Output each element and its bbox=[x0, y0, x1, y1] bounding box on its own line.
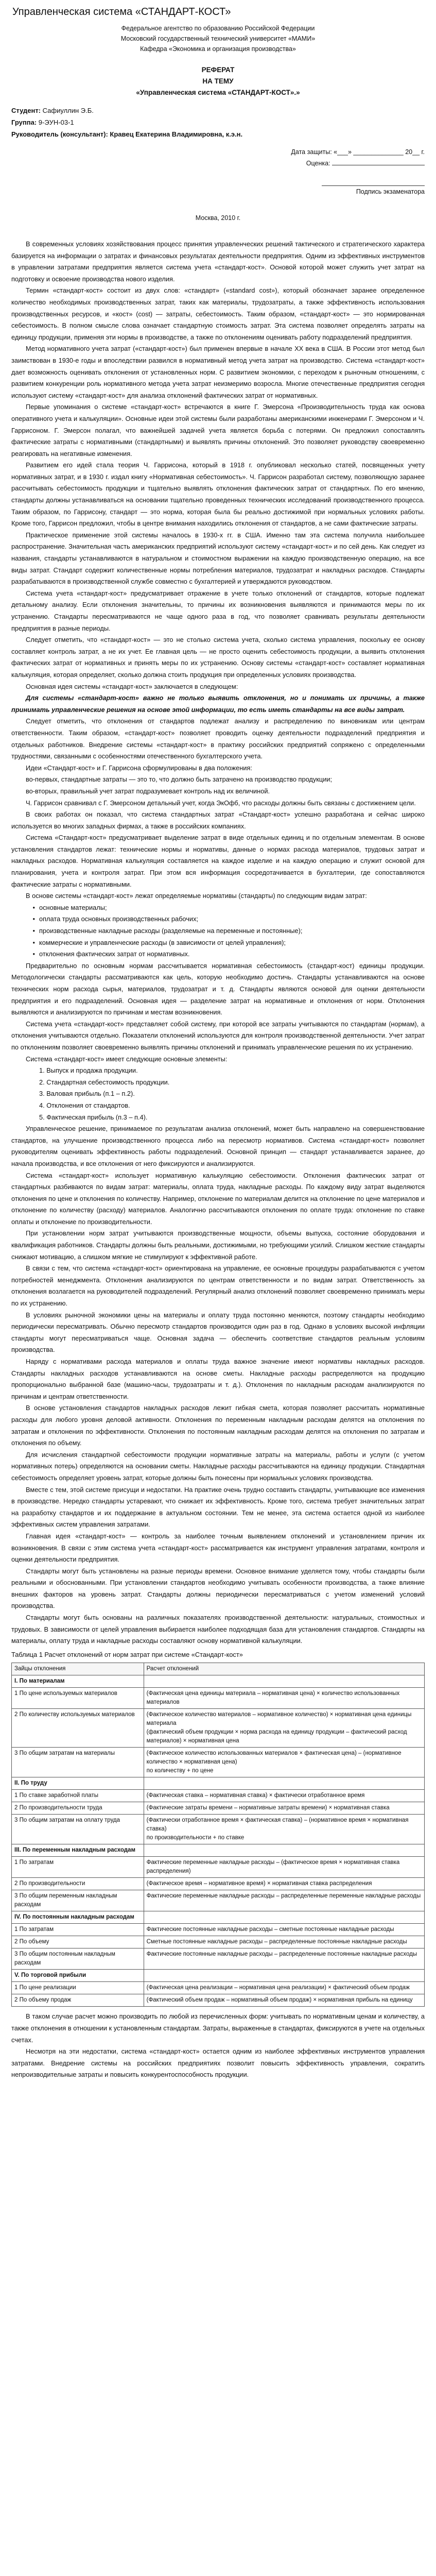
table-cell-label: 2 По количеству используемых материалов bbox=[12, 1709, 144, 1748]
variance-table bbox=[11, 1663, 425, 2007]
paragraph: Несмотря на эти недостатки, система «стандарт-кост» остается одним из наиболее эффективных инструментов управления затратами. Внедрение системы на российских предприятиях позволит повысить эффективность управления, сократить непроизводительные затраты и повысить конкурентоспособность продукции. bbox=[11, 2047, 425, 2079]
list-item-text: 5. Фактическая прибыль (п.3 – п.4). bbox=[39, 1113, 148, 1121]
bullet-icon: • bbox=[32, 938, 35, 946]
table-cell-formula bbox=[144, 1857, 424, 1878]
paragraph: Ч. Гаррисон сравнивал с Г. Эмерсоном детальный учет, когда ЭкОфб, что расходы должны быть связаны с достижением цели. bbox=[26, 799, 416, 807]
paragraph: В таком случае расчет можно производить по любой из перечисленных форм: учитывать по нормативным ценам и количеству, а также отклонения в отношении к установленным стандартам. Затраты, выраженные в стандартах, фиксируются в учете на отдельных счетах. bbox=[11, 2012, 425, 2044]
student-line bbox=[11, 105, 425, 116]
paragraph: Система учета «стандарт-кост» предусматривает отражение в учете только отклонений от стандартов, которые подлежат детальному анализу. Если отклонения значительны, то причины их возникновения выявляются и принимаются меры по их устранению. Стандарты пересматриваются не чаще одного раза в год, что позволяет сравнивать результаты деятельности предприятия в разные периоды. bbox=[11, 589, 425, 632]
list-item bbox=[11, 925, 425, 937]
list-item bbox=[11, 1077, 425, 1089]
table-section-title: I. По материалам bbox=[12, 1675, 144, 1688]
list-item bbox=[11, 1100, 425, 1112]
table-cell-label: 3 По общим затратам на материалы bbox=[12, 1748, 144, 1777]
group-label: Группа: bbox=[11, 118, 37, 126]
table-row bbox=[12, 1709, 425, 1748]
table-section-row bbox=[12, 1911, 425, 1924]
paragraph: Для исчисления стандартной себестоимости продукции нормативные затраты на материалы, работы и услуги (с учетом нормативных потерь) определяются на основании сметы. Накладные расходы рассчитываются на единицу продукции. Стандартная себестоимость определяет уровень затрат, которые должны быть понесены при нормальных условиях производства. bbox=[11, 1450, 425, 1482]
formula-line: (Фактическое время – нормативное время) × нормативная ставка распределения bbox=[146, 1880, 372, 1887]
table-cell-formula bbox=[144, 1948, 424, 1970]
paragraph: В основе установления стандартов накладных расходов лежит гибкая смета, которая позволяет рассчитать нормативные расходы для любого уровня деловой активности. Отклонения по переменным накладным расходам делятся на отклонения по затратам и отклонения по эффективности. Отклонения по постоянным накладным расходам делятся на отклонения по затратам и отклонения по объему. bbox=[11, 1404, 425, 1447]
paragraph: В современных условиях хозяйствования процесс принятия управленческих решений тактического и стратегического характера базируется на информации о затратах и финансовых результатах деятельности предприятия. Одним из эффективных инструментов в управлении затратами предприятия является система учета «стандарт-кост». Основой которой может служить учет затрат на подготовку и освоение производства нового изделия. bbox=[11, 240, 425, 283]
table-cell-formula bbox=[144, 1890, 424, 1911]
list-item-text: 4. Отклонения от стандартов. bbox=[39, 1101, 130, 1109]
paragraph: Стандарты могут быть установлены на разные периоды времени. Основное внимание уделяется тому, чтобы стандарты были реальными и обоснованными. При установлении стандартов необходимо учитывать особенности производства, а также влияние внешних факторов на уровень затрат. Стандарты должны периодически пересматриваться с учетом изменений условий производства. bbox=[11, 1567, 425, 1610]
table-cell-formula bbox=[144, 1936, 424, 1948]
bullet-icon: • bbox=[32, 927, 35, 935]
table-row bbox=[12, 1815, 425, 1844]
body-section-5 bbox=[11, 1123, 425, 1647]
table-section-row bbox=[12, 1970, 425, 1982]
student-label: Студент: bbox=[11, 107, 41, 114]
formula-line: (Фактический объем продаж – нормативный объем продаж) × нормативная прибыль на единицу bbox=[146, 1997, 413, 2004]
list-item-text: 1. Выпуск и продажа продукции. bbox=[39, 1066, 138, 1075]
formula-line: (Фактическая ставка – нормативная ставка) × фактически отработанное время bbox=[146, 1792, 365, 1799]
bullet-icon bbox=[11, 1088, 39, 1100]
bullet-icon: • bbox=[32, 903, 35, 911]
table-cell-label: 3 По общим постоянным накладным расходам bbox=[12, 1948, 144, 1970]
bullet-icon bbox=[11, 1112, 39, 1124]
defense-date bbox=[11, 146, 425, 158]
table-cell bbox=[144, 1970, 424, 1982]
bullet-icon: • bbox=[32, 915, 35, 923]
paragraph: В своих работах он показал, что система стандартных затрат «Стандарт-кост» успешно разработана и сейчас широко используется во многих западных фирмах, а также в российских компаниях. bbox=[11, 810, 425, 830]
signature-label: Подпись экзаменатора bbox=[356, 188, 425, 195]
list-item-text: коммерческие и управленческие расходы (в зависимости от целей управления); bbox=[39, 938, 286, 946]
grade-line bbox=[332, 158, 425, 165]
paragraph: Система «Стандарт-кост» предусматривает выделение затрат в виде отдельных единиц и по отдельным элементам. В основе установления стандартов лежат: технические нормы и нормативы, данные о нормах расхода материалов, трудовых затрат и накладных расходов. Нормативная калькуляция составляется на каждое изделие и на каждую операцию и служит основой для планирования, учета и контроля затрат. При этом вся информация сосредотачивается в бухгалтерии, где сопоставляются фактические затраты с нормативными. bbox=[11, 834, 425, 888]
table-cell-label: 1 По затратам bbox=[12, 1924, 144, 1936]
paragraph: Система учета «стандарт-кост» представляет собой систему, при которой все затраты учитываются по стандартам (нормам), а отклонения учитываются отдельно. Показатели отклонений используются для контроля производственной деятельности. Учет затрат по отклонениям позволяет своевременно выявлять причины отклонений и принимать управленческие решения по их устранению. bbox=[11, 1020, 425, 1051]
table-cell-formula bbox=[144, 1688, 424, 1709]
table-section-row bbox=[12, 1675, 425, 1688]
table-cell-formula bbox=[144, 1709, 424, 1748]
group-value: 9-ЭУН-03-1 bbox=[38, 118, 74, 126]
grade-row bbox=[11, 158, 425, 169]
formula-line: по количеству + по цене bbox=[146, 1768, 214, 1774]
list-item bbox=[11, 948, 425, 960]
table-cell-label: 3 По общим переменным накладным расходам bbox=[12, 1890, 144, 1911]
table-section-title: III. По переменным накладным расходам bbox=[12, 1844, 144, 1857]
table-cell-label: 2 По производительности bbox=[12, 1878, 144, 1890]
list-item bbox=[11, 913, 425, 925]
paragraph: Вместе с тем, этой системе присущи и недостатки. На практике очень трудно составить стандарты, учитывающие все изменения в производстве. Нередко стандарты устаревают, что снижает их эффективность. Кроме того, система требует значительных затрат на разработку стандартов и их поддержание в актуальном состоянии. Тем не менее, эта система остается одной из наиболее эффективных систем управления затратами. bbox=[11, 1485, 425, 1529]
signature-row bbox=[11, 178, 425, 186]
table-header-cell: Зайцы отклонения bbox=[12, 1663, 144, 1675]
paragraph: Термин «стандарт-кост» состоит из двух слов: «стандарт» («standard cost»), который обозначает заранее определенное количество необходимых производственных затрат, таких как материалы, трудозатраты, а также эффективность использования производственных ресурсов, и «кост» (cost) — затраты, себестоимость. Таким образом, «стандарт-кост» — это нормированная себестоимость. В полном смысле слова означает стандартную стоимость затрат. Эта система позволяет определять затраты на единицу продукции, применяя эти нормы в производстве, а также по отклонениям оценивать работу подразделений предприятия. bbox=[11, 286, 425, 341]
header-agency: Федеральное агентство по образованию Российской Федерации bbox=[121, 25, 315, 32]
defense-date-text: Дата защиты: «___» ______________ 20__ г. bbox=[291, 148, 425, 156]
header-department: Кафедра «Экономика и организация производства» bbox=[140, 45, 296, 53]
table-row bbox=[12, 1994, 425, 2007]
window-title: Управленческая система «СТАНДАРТ-КОСТ» bbox=[12, 6, 231, 18]
table-cell bbox=[144, 1911, 424, 1924]
formula-line: Фактические постоянные накладные расходы – сметные постоянные накладные расходы bbox=[146, 1926, 394, 1933]
table-cell-label: 2 По производительности труда bbox=[12, 1802, 144, 1815]
paragraph: Наряду с нормативами расхода материалов и оплаты труда важное значение имеют нормативы накладных расходов. Стандарты накладных расходов устанавливаются на основе сметы. Накладные расходы распределяются на продукцию пропорционально выбранной базе (машино-часы, трудозатраты и т. д.). Отклонения по накладным расходам анализируются по причинам и центрам ответственности. bbox=[11, 1358, 425, 1400]
paragraph: Система «стандарт-кост» использует нормативную калькуляцию себестоимости. Отклонения фактических затрат от стандартных разбиваются по видам затрат: материалы, оплата труда, накладные расходы. По каждому виду затрат выделяются отклонения по цене и отклонения по количеству. Например, отклонение по материалам делится на отклонение по цене материалов и отклонение по количеству (расходу) материалов. Аналогично рассчитываются отклонения по оплате труда: отклонение по ставке оплаты и отклонение по производительности. bbox=[11, 1171, 425, 1226]
list-item-text: основные материалы; bbox=[39, 903, 107, 911]
list-item-text: отклонения фактических затрат от нормативных. bbox=[39, 950, 190, 958]
formula-line: Фактические постоянные накладные расходы – распределенные постоянные накладные расходы bbox=[146, 1951, 417, 1958]
table-caption: Таблица 1 Расчет отклонений от норм затрат при системе «Стандарт-кост» bbox=[11, 1650, 243, 1658]
list-item bbox=[11, 1112, 425, 1124]
table-cell-formula bbox=[144, 1815, 424, 1844]
table-cell-label: 1 По цене реализации bbox=[12, 1982, 144, 1994]
table-row bbox=[12, 1982, 425, 1994]
table-row bbox=[12, 1688, 425, 1709]
table-cell-formula bbox=[144, 1878, 424, 1890]
signature-line bbox=[322, 178, 425, 186]
table-cell-label: 1 По ставке заработной платы bbox=[12, 1790, 144, 1802]
paragraph: Предварительно по основным нормам рассчитывается нормативная себестоимость (стандарт-кост) единицы продукции. Методологически стандарты рассматриваются как цель, которую необходимо достичь. Стандарты устанавливаются на основе технических норм расхода сырья, материалов, трудозатрат и т. д. Стандарты являются основой для оценки деятельности предприятия и его подразделений. Основная идея — разделение затрат на нормативные и отклонения от норм. Отклонения выявляются и анализируются по причинам и местам возникновения. bbox=[11, 961, 425, 1016]
table-row bbox=[12, 1924, 425, 1936]
paragraph: В условиях рыночной экономики цены на материалы и оплату труда постоянно меняются, поэтому стандарты необходимо периодически пересматривать. Обычно пересмотр стандартов производится один раз в год. Однако в условиях высокой инфляции стандарты могут пересматриваться чаще. Основная задача — обеспечить соответствие стандартов реальным условиям производства. bbox=[11, 1311, 425, 1354]
table-header-row bbox=[12, 1663, 425, 1675]
paragraph: во-вторых, правильный учет затрат подразумевает контроль над их величиной. bbox=[26, 787, 270, 795]
table-row bbox=[12, 1948, 425, 1970]
table-row bbox=[12, 1748, 425, 1777]
basis-intro: В основе системы «стандарт-кост» лежат определяемые нормативы (стандарты) по следующим видам затрат: bbox=[26, 892, 367, 900]
bullet-icon bbox=[11, 1077, 39, 1089]
formula-line: Фактические переменные накладные расходы – (фактическое время × нормативная ставка распределения) bbox=[146, 1859, 400, 1875]
table-cell-label: 3 По общим затратам на оплату труда bbox=[12, 1815, 144, 1844]
paragraph: При установлении норм затрат учитываются производственные мощности, объемы выпуска, состояние оборудования и квалификация работников. Стандарты должны быть реальными, достижимыми, но требующими усилий. Слишком жесткие стандарты снижают мотивацию, а слишком мягкие не стимулируют к эффективной работе. bbox=[11, 1229, 425, 1261]
formula-line: (Фактическая цена реализации – нормативная цена реализации) × фактический объем продаж bbox=[146, 1985, 410, 1991]
paragraph: Следует отметить, что отклонения от стандартов подлежат анализу и распределению по виновникам или центрам ответственности. Таким образом, «стандарт-кост» позволяет проводить оценку деятельности подразделений предприятия и отдельных работников. Внедрение системы «стандарт-кост» в практику российских предприятий сопряжено с определенными трудностями, связанными с особенностями отечественного бухгалтерского учета. bbox=[11, 717, 425, 760]
table-cell-formula bbox=[144, 1994, 424, 2007]
table-cell-formula bbox=[144, 1802, 424, 1815]
body-section-1 bbox=[11, 239, 425, 692]
table-row bbox=[12, 1878, 425, 1890]
body-section-2 bbox=[11, 716, 425, 797]
advisor-line bbox=[11, 128, 425, 140]
advisor-label: Руководитель (консультант): bbox=[11, 130, 108, 138]
table-cell-formula bbox=[144, 1748, 424, 1777]
formula-line: (Фактические затраты времени – нормативные затраты времени) × нормативная ставка bbox=[146, 1805, 390, 1811]
paragraph: Метод нормативного учета затрат («стандарт-кост») был применен впервые в начале XX века в США. В России этот метод был заимствован в 1930-е годы и впоследствии развился в нормативный метод учета затрат на производство. Система «стандарт-кост» дает возможность оценивать отклонения от установленных норм. С развитием экономики, с переходом к рыночным отношениям, с развитием конкуренции роль нормативного метода учета затрат неизмеримо возросла. Многие отечественные предприятия сегодня используют систему «стандарт-кост» для анализа отклонений фактических затрат от нормативных. bbox=[11, 345, 425, 399]
paragraph: Управленческое решение, принимаемое по результатам анализа отклонений, может быть направлено на совершенствование стандартов, на улучшение производственного процесса либо на пересмотр нормативов. Система «стандарт-кост» позволяет руководителям оценивать эффективность работы подразделений. Основной принцип — стандарт устанавливается заранее, до начала производства, и все отклонения от него фиксируются и анализируются. bbox=[11, 1125, 425, 1167]
body-section-3 bbox=[11, 798, 425, 891]
table-row bbox=[12, 1857, 425, 1878]
elements-list bbox=[11, 1065, 425, 1123]
paragraph: Практическое применение этой системы началось в 1930-х гг. в США. Именно там эта система получила наибольшее распространение. Значительная часть американских предприятий используют систему «стандарт-кост» и по сей день. Как следует из названия, стандарты устанавливаются в натуральном и стоимостном выражении на каждую производственную операцию, на все виды затрат. Стандарт содержит количественные нормы потребления материалов, трудозатрат и накладных расходов. Стандарты разрабатываются в производственной службе совместно с бухгалтерией и утверждаются руководством. bbox=[11, 531, 425, 586]
formula-line: (фактический объем продукции × норма расхода на единицу продукции – фактический расход материалов) × нормативная цена bbox=[146, 1729, 407, 1744]
table-cell-formula bbox=[144, 1790, 424, 1802]
table-header-cell: Расчет отклонений bbox=[144, 1663, 424, 1675]
table-row bbox=[12, 1936, 425, 1948]
advisor-name: Кравец Екатерина Владимировна, к.э.н. bbox=[110, 130, 243, 138]
bullet-icon bbox=[11, 1100, 39, 1112]
paragraph: Развитием его идей стала теория Ч. Гаррисона, который в 1918 г. опубликовал несколько статей, посвященных учету нормативных затрат, и в 1930 г. издал книгу «Нормативная себестоимость». Ч. Гаррисон разработал систему, позволяющую заранее рассчитывать себестоимость продукции и тщательно выявлять отклонения фактических затрат от стандартных. По его мнению, стандарты должны устанавливаться на основании тщательно проведенных технических исследований производственного процесса. Таким образом, по Гаррисону, стандарт — это норма, которая была бы реально достижимой при нормальных условиях работы. Кроме того, Гаррисон предложил, чтобы в центре внимания находились отклонения от стандартов, а не сами фактические затраты. bbox=[11, 461, 425, 528]
table-cell-label: 2 По объему bbox=[12, 1936, 144, 1948]
table-section-row bbox=[12, 1777, 425, 1790]
list-item bbox=[11, 937, 425, 949]
list-item-text: производственные накладные расходы (разделяемые на переменные и постоянные); bbox=[39, 927, 303, 935]
table-cell-formula bbox=[144, 1924, 424, 1936]
table-cell bbox=[144, 1777, 424, 1790]
table-cell-label: 1 По цене используемых материалов bbox=[12, 1688, 144, 1709]
formula-line: Сметные постоянные накладные расходы – распределенные постоянные накладные расходы bbox=[146, 1939, 407, 1945]
paragraph: Следует отметить, что «стандарт-кост» — это не столько система учета, сколько система управления, поскольку ее основу составляет контроль затрат, а не их учет. Ее главная цель — не просто оценить себестоимость продукции, а выявить отклонения фактических затрат от нормативных и принять меры по их устранению. Основу системы «стандарт-кост» составляет нормативная калькуляция, которая определяет, сколько должна стоить продукция при определенных условиях производства. bbox=[11, 636, 425, 679]
formula-line: по производительности + по ставке bbox=[146, 1835, 245, 1841]
table-cell bbox=[144, 1675, 424, 1688]
paragraph: В связи с тем, что система «стандарт-кост» ориентирована на управление, ее основные процедуры разрабатываются с учетом потребностей менеджмента. Отклонения анализируются по центрам ответственности и по видам затрат. Ответственность за отклонения возлагается на руководителей подразделений. Регулярный анализ отклонений позволяет своевременно принимать меры по их устранению. bbox=[11, 1264, 425, 1308]
bullet-icon: • bbox=[32, 950, 35, 958]
body-section-6 bbox=[11, 2011, 425, 2081]
list-item-text: 2. Стандартная себестоимость продукции. bbox=[39, 1078, 170, 1086]
list-item bbox=[11, 1065, 425, 1077]
bullet-icon bbox=[11, 1065, 39, 1077]
table-row bbox=[12, 1802, 425, 1815]
table-cell bbox=[144, 1844, 424, 1857]
student-name: Сафиуллин Э.Б. bbox=[42, 107, 94, 114]
list-item-text: 3. Валовая прибыль (п.1 – п.2). bbox=[39, 1090, 135, 1098]
basis-list bbox=[11, 902, 425, 960]
grade-label: Оценка: bbox=[306, 160, 330, 167]
table-section-title: V. По торговой прибыли bbox=[12, 1970, 144, 1982]
table-row bbox=[12, 1790, 425, 1802]
formula-line: (Фактическое количество материалов – нормативное количество) × нормативная цена единицы материала bbox=[146, 1711, 412, 1727]
formula-line: (Фактически отработанное время × фактическая ставка) – (нормативное время × нормативная ставка) bbox=[146, 1817, 409, 1833]
list-item-text: оплата труда основных производственных рабочих; bbox=[39, 915, 199, 923]
table-section-row bbox=[12, 1844, 425, 1857]
title-kind: РЕФЕРАТ bbox=[201, 66, 235, 74]
list-item bbox=[11, 1088, 425, 1100]
paragraph: Первые упоминания о системе «стандарт-кост» встречаются в книге Г. Эмерсона «Производительность труда как основа оперативного учета и калькуляции». Основные идеи этой системы были разработаны американскими инженерами Г. Эмерсоном и Ч. Гаррисоном. Г. Эмерсон полагал, что важнейшей задачей учета является борьба с потерями. Он предложил сопоставлять фактические затраты с нормативными (стандартными) и выявлять причины отклонений. Это позволяет руководству своевременно реагировать на негативные изменения. bbox=[11, 403, 425, 457]
paragraph: во-первых, стандартные затраты — это то, что должно быть затрачено на производство продукции; bbox=[26, 775, 333, 784]
body-section-4 bbox=[11, 960, 425, 1065]
table-section-title: IV. По постоянным накладным расходам bbox=[12, 1911, 144, 1924]
formula-line: (Фактическая цена единицы материала – нормативная цена) × количество использованных материалов bbox=[146, 1690, 400, 1706]
table-cell-label: 2 По объему продаж bbox=[12, 1994, 144, 2007]
paragraph: Основная идея системы «стандарт-кост» заключается в следующем: bbox=[26, 682, 238, 690]
paragraph: Идеи «Стандарт-кост» и Г. Гаррисона сформулированы в два положения: bbox=[26, 764, 252, 772]
group-line bbox=[11, 116, 425, 128]
table-section-title: II. По труду bbox=[12, 1777, 144, 1790]
formula-line: Фактические переменные накладные расходы – распределенные переменные накладные расходы bbox=[146, 1893, 421, 1900]
formula-line: (Фактическое количество использованных материалов × фактическая цена) – (нормативное количество × нормативная цена) bbox=[146, 1750, 402, 1766]
list-item bbox=[11, 902, 425, 914]
signature-caption bbox=[11, 186, 425, 197]
title-topic-label: НА ТЕМУ bbox=[202, 77, 234, 85]
table-cell-label: 1 По затратам bbox=[12, 1857, 144, 1878]
table-row bbox=[12, 1890, 425, 1911]
table-cell-formula bbox=[144, 1982, 424, 1994]
paragraph: Система «стандарт-кост» имеет следующие основные элементы: bbox=[26, 1055, 228, 1063]
paragraph: Стандарты могут быть основаны на различных показателях производственной деятельности: натуральных, стоимостных и трудовых. В зависимости от целей управления выбирается наиболее подходящая база для установления стандартов. Стандарты на материалы, оплату труда и накладные расходы составляют основу нормативной калькуляции. bbox=[11, 1614, 425, 1645]
paragraph: Главная идея «стандарт-кост» — контроль за наиболее точным выявлением отклонений и установлением причин их возникновения. В связи с этим система учета «стандарт-кост» рассматривается как инструмент управления затратами, контроля и оценки деятельности предприятия. bbox=[11, 1532, 425, 1564]
header-university: Московский государственный технический университет «МАМИ» bbox=[120, 35, 316, 42]
city-year: Москва, 2010 г. bbox=[195, 214, 241, 222]
bold-paragraph: Для системы «стандарт-кост» важно не только выявить отклонения, но и понимать их причины, а также принимать управленческие решения на основе этой информации, то есть иметь стандарты на все виды затрат. bbox=[11, 694, 425, 714]
title-topic: «Управленческая система «СТАНДАРТ-КОСТ».» bbox=[136, 89, 300, 96]
